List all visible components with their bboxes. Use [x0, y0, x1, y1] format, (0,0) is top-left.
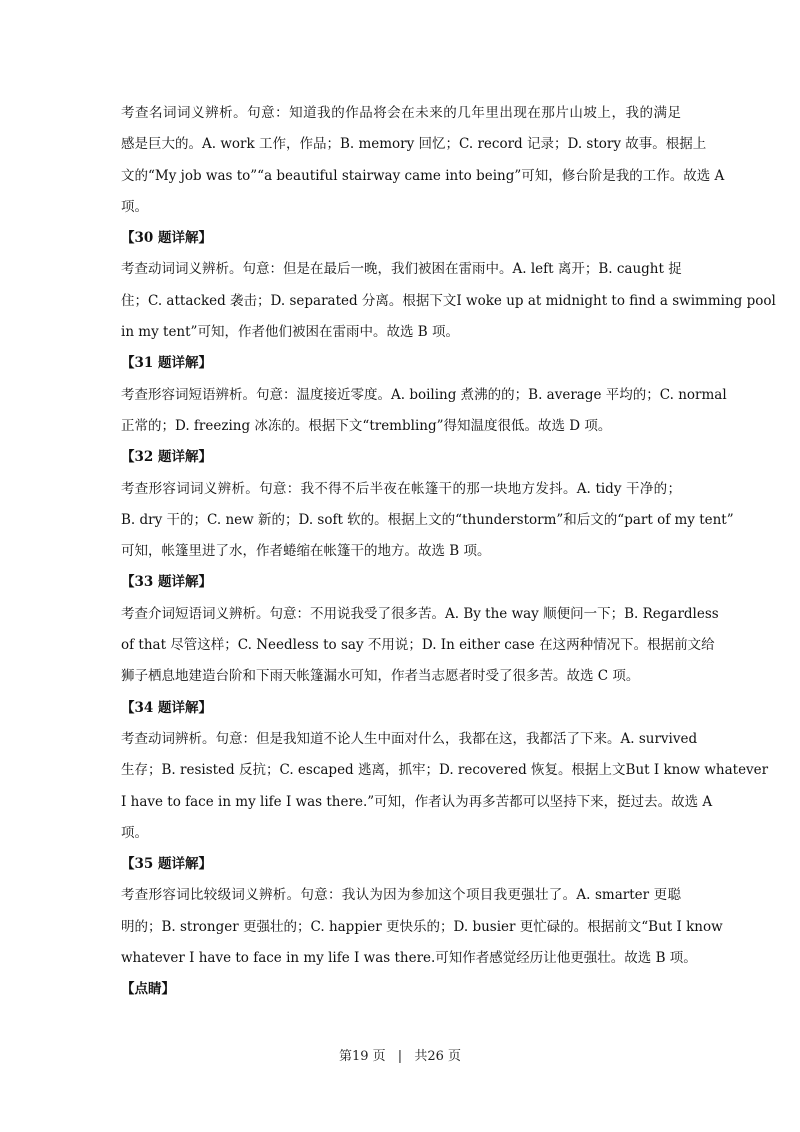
- text-line: 考查形容词比较级词义辨析。句意：我认为因为参加这个项目我更强壮了。A. smarter 更聪: [121, 887, 681, 904]
- text-line: 项。: [121, 198, 148, 215]
- page-number: 第19 页: [338, 1049, 386, 1064]
- document-content: [121, 98, 776, 1006]
- text-line: 项。: [121, 824, 148, 841]
- section-heading: 【35 题详解】: [121, 856, 212, 873]
- text-line: 考查形容词词义辨析。句意：我不得不后半夜在帐篷干的那一块地方发抖。A. tidy 干净的；: [121, 480, 681, 497]
- text-line: 可知，帐篷里进了水，作者蜷缩在帐篷干的地方。故选 B 项。: [121, 543, 491, 560]
- page-footer: [0, 1045, 800, 1064]
- text-line: 考查动词词义辨析。句意：但是在最后一晚，我们被困在雷雨中。A. left 离开；B. caught 捉: [121, 261, 682, 278]
- section-q31: [121, 348, 727, 442]
- text-line: B. dry 干的；C. new 新的；D. soft 软的。根据上文的“thunderstorm”和后文的“part of my tent”: [121, 511, 734, 528]
- section-key-points: [121, 974, 681, 1005]
- section-heading: 【32 题详解】: [121, 449, 212, 466]
- text-line: 生存；B. resisted 反抗；C. escaped 逃离，抓牢；D. recovered 恢复。根据上文But I know whatever: [121, 762, 769, 779]
- text-line: 正常的；D. freezing 冰冻的。根据下文“trembling”得知温度很低。故选 D 项。: [121, 417, 612, 434]
- section-heading: 【31 题详解】: [121, 355, 212, 372]
- section-q32: [121, 442, 734, 567]
- text-line: 考查介词短语词义辨析。句意：不用说我受了很多苦。A. By the way 顺便问一下；B. Regardless: [121, 605, 719, 622]
- section-q30: [121, 223, 776, 348]
- text-line: 文的“My job was to”“a beautiful stairway came into being”可知，修台阶是我的工作。故选 A: [121, 167, 725, 184]
- paragraph-29-explanation: [121, 98, 725, 223]
- text-line: 考查名词词义辨析。句意：知道我的作品将会在未来的几年里出现在那片山坡上，我的满足: [121, 105, 681, 121]
- text-line: 考查动词辨析。句意：但是我知道不论人生中面对什么，我都在这，我都活了下来。A. survived: [121, 730, 698, 747]
- section-q33: [121, 567, 719, 692]
- text-line: 明的；B. stronger 更强壮的；C. happier 更快乐的；D. busier 更忙碌的。根据前文“But I know: [121, 918, 723, 935]
- section-q35: [121, 849, 723, 974]
- section-heading: 【33 题详解】: [121, 574, 212, 591]
- text-line: in my tent”可知，作者他们被困在雷雨中。故选 B 项。: [121, 324, 459, 341]
- text-line: 考查形容词短语辨析。句意：温度接近零度。A. boiling 煮沸的的；B. average 平均的；C. normal: [121, 386, 727, 403]
- text-line: I have to face in my life I was there.”可知，作者认为再多苦都可以坚持下来，挺过去。故选 A: [121, 793, 713, 810]
- footer-separator: |: [397, 1049, 403, 1064]
- text-line: 狮子栖息地建造台阶和下雨天帐篷漏水可知，作者当志愿者时受了很多苦。故选 C 项。: [121, 668, 640, 685]
- page-total: 共26 页: [414, 1049, 462, 1064]
- text-line: 感是巨大的。A. work 工作，作品；B. memory 回忆；C. record 记录；D. story 故事。根据上: [121, 136, 707, 153]
- section-heading: 【34 题详解】: [121, 699, 212, 716]
- text-line: of that 尽管这样；C. Needless to say 不用说；D. In either case 在这两种情况下。根据前文给: [121, 637, 715, 654]
- section-heading: 【30 题详解】: [121, 230, 212, 247]
- text-line: whatever I have to face in my life I was there.可知作者感觉经历让他更强壮。故选 B 项。: [121, 950, 697, 967]
- section-heading: 【点睛】: [121, 981, 175, 998]
- section-q34: [121, 693, 769, 849]
- text-line: 住；C. attacked 袭击；D. separated 分离。根据下文I woke up at midnight to find a swimming pool: [121, 292, 776, 309]
